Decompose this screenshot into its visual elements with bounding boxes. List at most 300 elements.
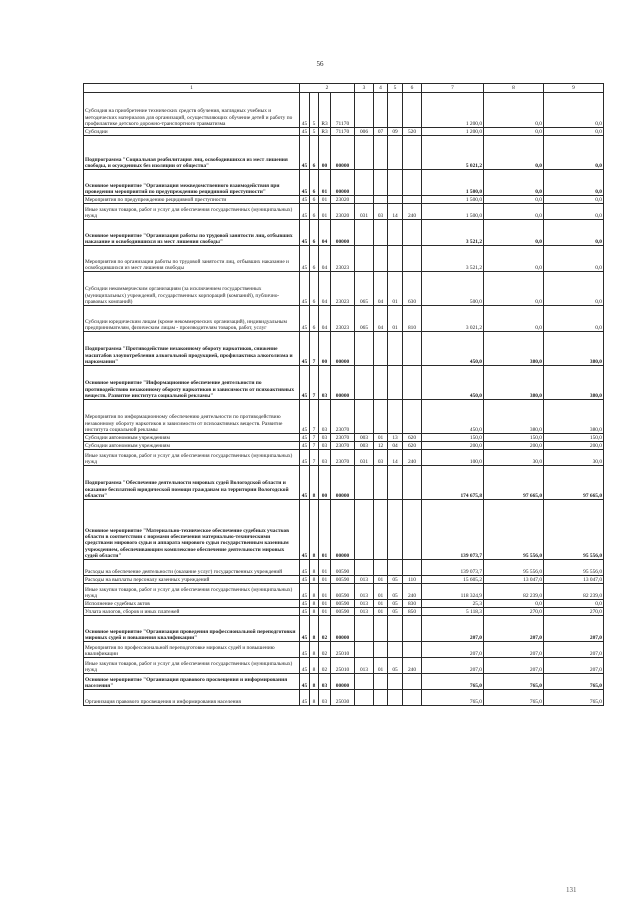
table-row <box>84 642 604 658</box>
code-cell: 04 <box>374 272 388 306</box>
code-cell <box>374 500 388 560</box>
code-cell <box>388 616 403 642</box>
code-cell: 6 <box>310 136 319 170</box>
code-cell: 01 <box>319 576 331 584</box>
value-cell: 5 021,2 <box>422 136 484 170</box>
value-cell: 5 118,3 <box>422 608 484 616</box>
code-cell: 031 <box>355 450 374 466</box>
value-cell: 765,0 <box>544 690 604 706</box>
code-cell: 00000 <box>331 170 355 196</box>
code-cell: 03 <box>319 450 331 466</box>
code-cell <box>403 246 422 272</box>
header-cell: 7 <box>422 84 484 93</box>
code-cell: 05 <box>388 584 403 600</box>
code-cell: 110 <box>403 576 422 584</box>
code-cell <box>355 500 374 560</box>
code-cell <box>403 136 422 170</box>
code-cell <box>388 690 403 706</box>
code-cell <box>374 170 388 196</box>
code-cell: 7 <box>310 332 319 366</box>
footer-number: 131 <box>566 886 577 894</box>
code-cell: 45 <box>300 576 310 584</box>
code-cell: 14 <box>388 204 403 220</box>
code-cell <box>374 400 388 434</box>
code-cell: 01 <box>319 196 331 204</box>
code-cell <box>355 674 374 690</box>
code-cell: 23070 <box>331 442 355 450</box>
code-cell: 45 <box>300 93 310 128</box>
code-cell: 00000 <box>331 616 355 642</box>
value-cell: 3 521,2 <box>422 220 484 246</box>
budget-table <box>83 83 604 706</box>
code-cell: 45 <box>300 450 310 466</box>
code-cell: 240 <box>403 584 422 600</box>
code-cell: 45 <box>300 600 310 608</box>
value-cell: 118 324,9 <box>422 584 484 600</box>
row-name: Основное мероприятие "Информационное обеспечение деятельности по противодействию незаконному обороту наркотиков и зависимости от психоактивных веществ. Развитие института социальной рекламы" <box>84 366 300 400</box>
code-cell <box>388 466 403 500</box>
value-cell: 207,0 <box>544 658 604 674</box>
code-cell: 6 <box>310 170 319 196</box>
code-cell <box>403 366 422 400</box>
code-cell: 45 <box>300 584 310 600</box>
table-row <box>84 674 604 690</box>
value-cell: 0,0 <box>544 306 604 332</box>
code-cell <box>403 560 422 576</box>
code-cell <box>355 560 374 576</box>
row-name: Иные закупки товаров, работ и услуг для обеспечения государственных (муниципальных) нужд <box>84 450 300 466</box>
code-cell: 7 <box>310 366 319 400</box>
table-header-row <box>84 84 604 93</box>
code-cell: 01 <box>319 608 331 616</box>
value-cell: 0,0 <box>544 220 604 246</box>
table-row <box>84 400 604 434</box>
value-cell: 207,0 <box>422 658 484 674</box>
row-name: Мероприятия по профессиональной переподготовке мировых судей и повышению квалификации <box>84 642 300 658</box>
value-cell: 95 556,0 <box>544 500 604 560</box>
code-cell: 03 <box>319 434 331 442</box>
value-cell: 0,0 <box>544 170 604 196</box>
code-cell <box>374 616 388 642</box>
value-cell: 0,0 <box>544 600 604 608</box>
code-cell <box>374 136 388 170</box>
code-cell: 02 <box>319 616 331 642</box>
value-cell: 0,0 <box>484 204 544 220</box>
code-cell: 013 <box>355 576 374 584</box>
code-cell: 620 <box>403 434 422 442</box>
value-cell: 380,0 <box>484 332 544 366</box>
code-cell: 6 <box>310 220 319 246</box>
row-name: Уплата налогов, сборов и иных платежей <box>84 608 300 616</box>
value-cell: 0,0 <box>544 246 604 272</box>
code-cell: 520 <box>403 128 422 136</box>
code-cell: 00000 <box>331 500 355 560</box>
code-cell: 13 <box>388 434 403 442</box>
row-name: Основное мероприятие "Организация правового просвещения и информирования населения" <box>84 674 300 690</box>
table-row <box>84 608 604 616</box>
code-cell: 23023 <box>331 306 355 332</box>
code-cell: 45 <box>300 220 310 246</box>
code-cell: 23020 <box>331 196 355 204</box>
header-cell: 9 <box>544 84 604 93</box>
code-cell: 05 <box>388 600 403 608</box>
code-cell: 8 <box>310 500 319 560</box>
code-cell: 04 <box>319 272 331 306</box>
value-cell: 200,0 <box>484 442 544 450</box>
table-row <box>84 434 604 442</box>
code-cell: 45 <box>300 246 310 272</box>
code-cell <box>374 196 388 204</box>
code-cell <box>355 196 374 204</box>
code-cell: 6 <box>310 204 319 220</box>
code-cell: 620 <box>403 442 422 450</box>
row-name: Иные закупки товаров, работ и услуг для обеспечения государственных (муниципальных) нужд <box>84 204 300 220</box>
code-cell <box>388 220 403 246</box>
code-cell: 00000 <box>331 466 355 500</box>
value-cell: 0,0 <box>484 170 544 196</box>
value-cell: 95 556,0 <box>484 500 544 560</box>
value-cell: 0,0 <box>484 220 544 246</box>
code-cell: 05 <box>388 658 403 674</box>
value-cell: 95 556,0 <box>484 560 544 576</box>
value-cell: 15 605,2 <box>422 576 484 584</box>
code-cell: 01 <box>374 576 388 584</box>
row-name: Основное мероприятие "Организация межведомственного взаимодействия при проведении мероприятий по предупреждению рецидивной преступности" <box>84 170 300 196</box>
code-cell: 01 <box>374 600 388 608</box>
value-cell: 3 521,2 <box>422 246 484 272</box>
value-cell: 25,3 <box>422 600 484 608</box>
code-cell: 45 <box>300 204 310 220</box>
code-cell <box>388 246 403 272</box>
code-cell <box>403 500 422 560</box>
code-cell: 23070 <box>331 434 355 442</box>
code-cell: R3 <box>319 128 331 136</box>
value-cell: 0,0 <box>544 93 604 128</box>
code-cell: 03 <box>374 204 388 220</box>
value-cell: 30,0 <box>484 450 544 466</box>
code-cell: 45 <box>300 616 310 642</box>
value-cell: 200,0 <box>544 442 604 450</box>
code-cell <box>388 500 403 560</box>
code-cell <box>403 616 422 642</box>
code-cell <box>355 220 374 246</box>
value-cell: 30,0 <box>544 450 604 466</box>
code-cell <box>355 170 374 196</box>
code-cell: 45 <box>300 128 310 136</box>
code-cell: 01 <box>374 434 388 442</box>
code-cell: 013 <box>355 600 374 608</box>
code-cell: 45 <box>300 674 310 690</box>
code-cell <box>388 332 403 366</box>
code-cell <box>403 196 422 204</box>
code-cell: 8 <box>310 658 319 674</box>
value-cell: 765,0 <box>422 674 484 690</box>
code-cell: 45 <box>300 442 310 450</box>
row-name: Подпрограмма "Обеспечение деятельности мировых судей Вологодской области и оказание бесплатной юридической помощи гражданам на территории Вологодской области" <box>84 466 300 500</box>
row-name: Организация правового просвещения и информирования населения <box>84 690 300 706</box>
row-name: Субсидии <box>84 128 300 136</box>
row-name: Расходы на выплаты персоналу казенных учреждений <box>84 576 300 584</box>
table-row <box>84 272 604 306</box>
header-cell: 5 <box>388 84 403 93</box>
value-cell: 174 675,8 <box>422 466 484 500</box>
code-cell: 12 <box>374 442 388 450</box>
code-cell: 71170 <box>331 93 355 128</box>
value-cell: 380,0 <box>544 332 604 366</box>
code-cell: 01 <box>374 584 388 600</box>
value-cell: 13 047,0 <box>484 576 544 584</box>
code-cell: 45 <box>300 136 310 170</box>
value-cell: 207,0 <box>544 642 604 658</box>
code-cell: 07 <box>374 128 388 136</box>
code-cell <box>355 616 374 642</box>
code-cell: 6 <box>310 306 319 332</box>
code-cell: 00 <box>319 136 331 170</box>
header-cell: 8 <box>484 84 544 93</box>
code-cell: 09 <box>388 128 403 136</box>
value-cell: 0,0 <box>544 196 604 204</box>
code-cell: 71170 <box>331 128 355 136</box>
value-cell: 207,0 <box>484 658 544 674</box>
value-cell: 1 200,0 <box>422 128 484 136</box>
value-cell: 1 500,0 <box>422 170 484 196</box>
table-row <box>84 466 604 500</box>
value-cell: 0,0 <box>484 306 544 332</box>
code-cell: 850 <box>403 608 422 616</box>
row-name: Мероприятия по предупреждению рецидивной преступности <box>84 196 300 204</box>
code-cell: 006 <box>355 128 374 136</box>
code-cell: 25010 <box>331 658 355 674</box>
code-cell <box>374 220 388 246</box>
table-row <box>84 500 604 560</box>
code-cell: 8 <box>310 600 319 608</box>
code-cell: 8 <box>310 674 319 690</box>
code-cell: 240 <box>403 204 422 220</box>
value-cell: 380,0 <box>484 400 544 434</box>
code-cell: 03 <box>319 366 331 400</box>
code-cell: 00000 <box>331 220 355 246</box>
code-cell: 00 <box>319 332 331 366</box>
value-cell: 765,0 <box>544 674 604 690</box>
value-cell: 0,0 <box>544 128 604 136</box>
code-cell <box>388 93 403 128</box>
code-cell: 01 <box>319 204 331 220</box>
code-cell <box>355 466 374 500</box>
row-name: Основное мероприятие "Организация работы по трудовой занятости лиц, отбывших наказание и освободившихся из мест лишения свободы" <box>84 220 300 246</box>
value-cell: 380,0 <box>544 400 604 434</box>
code-cell: 5 <box>310 128 319 136</box>
code-cell: 02 <box>319 642 331 658</box>
code-cell: 04 <box>374 306 388 332</box>
code-cell <box>355 690 374 706</box>
code-cell: 00000 <box>331 136 355 170</box>
value-cell: 0,0 <box>544 136 604 170</box>
value-cell: 139 073,7 <box>422 560 484 576</box>
code-cell: 065 <box>355 306 374 332</box>
code-cell: 013 <box>355 608 374 616</box>
code-cell: 45 <box>300 366 310 400</box>
code-cell: 01 <box>374 608 388 616</box>
value-cell: 0,0 <box>484 246 544 272</box>
code-cell <box>355 366 374 400</box>
value-cell: 0,0 <box>484 128 544 136</box>
code-cell <box>403 332 422 366</box>
table-row <box>84 690 604 706</box>
code-cell: 7 <box>310 434 319 442</box>
table-row <box>84 136 604 170</box>
header-cell: 4 <box>374 84 388 93</box>
value-cell: 450,0 <box>422 332 484 366</box>
code-cell: 8 <box>310 560 319 576</box>
value-cell: 765,0 <box>484 690 544 706</box>
page-number: 56 <box>316 60 324 68</box>
table-row <box>84 196 604 204</box>
code-cell <box>355 246 374 272</box>
row-name: Субсидия на приобретение технических средств обучения, наглядных учебных и методических материалов для организаций, осуществляющих обучение детей и работу по профилактике детского дорожно-транспортного травматизма <box>84 93 300 128</box>
value-cell: 100,0 <box>422 450 484 466</box>
value-cell: 82 239,0 <box>484 584 544 600</box>
code-cell: 00590 <box>331 560 355 576</box>
header-cell: 3 <box>355 84 374 93</box>
row-name: Субсидии некоммерческим организациям (за исключением государственных (муниципальных) учреждений, государственных корпораций (компаний), публично-правовых компаний) <box>84 272 300 306</box>
code-cell: 00000 <box>331 674 355 690</box>
value-cell: 1 500,0 <box>422 196 484 204</box>
value-cell: 13 047,0 <box>544 576 604 584</box>
table-row <box>84 576 604 584</box>
value-cell: 0,0 <box>484 136 544 170</box>
value-cell: 0,0 <box>544 272 604 306</box>
code-cell: 45 <box>300 306 310 332</box>
code-cell: 8 <box>310 690 319 706</box>
row-name: Иные закупки товаров, работ и услуг для обеспечения государственных (муниципальных) нужд <box>84 584 300 600</box>
code-cell <box>374 93 388 128</box>
code-cell: 23070 <box>331 450 355 466</box>
header-cell: 1 <box>84 84 300 93</box>
code-cell <box>355 400 374 434</box>
row-name: Мероприятия по информационному обеспечению деятельности по противодействию незаконному обороту наркотиков и зависимости от психоактивных веществ. Развитие института социальной рекламы <box>84 400 300 434</box>
code-cell: 00590 <box>331 576 355 584</box>
code-cell: 03 <box>319 442 331 450</box>
code-cell <box>355 93 374 128</box>
value-cell: 207,0 <box>544 616 604 642</box>
code-cell: 01 <box>319 584 331 600</box>
table-row <box>84 658 604 674</box>
code-cell: 45 <box>300 434 310 442</box>
code-cell <box>403 170 422 196</box>
code-cell: 04 <box>319 246 331 272</box>
code-cell: 45 <box>300 400 310 434</box>
value-cell: 150,0 <box>484 434 544 442</box>
table-row <box>84 204 604 220</box>
value-cell: 207,0 <box>422 616 484 642</box>
value-cell: 82 239,0 <box>544 584 604 600</box>
code-cell: 7 <box>310 450 319 466</box>
table-row <box>84 600 604 608</box>
value-cell: 97 665,0 <box>544 466 604 500</box>
code-cell <box>403 93 422 128</box>
code-cell: 7 <box>310 442 319 450</box>
code-cell: 45 <box>300 642 310 658</box>
code-cell: 05 <box>388 576 403 584</box>
row-name: Подпрограмма "Противодействие незаконному обороту наркотиков, снижение масштабов злоупотребления алкогольной продукцией, профилактика алкоголизма и наркомании" <box>84 332 300 366</box>
value-cell: 0,0 <box>484 196 544 204</box>
code-cell: 03 <box>319 400 331 434</box>
row-name: Субсидии юридическим лицам (кроме некоммерческих организаций), индивидуальным предпринимателям, физическим лицам - производителям товаров, работ, услуг <box>84 306 300 332</box>
code-cell: 04 <box>319 306 331 332</box>
code-cell: 02 <box>319 658 331 674</box>
table-row <box>84 170 604 196</box>
code-cell <box>388 366 403 400</box>
code-cell <box>388 136 403 170</box>
code-cell: 013 <box>355 658 374 674</box>
table-row <box>84 584 604 600</box>
code-cell <box>388 170 403 196</box>
code-cell: 031 <box>355 204 374 220</box>
code-cell: 45 <box>300 608 310 616</box>
row-name: Расходы на обеспечение деятельности (оказание услуг) государственных учреждений <box>84 560 300 576</box>
code-cell <box>355 332 374 366</box>
table-row <box>84 560 604 576</box>
code-cell: 45 <box>300 658 310 674</box>
code-cell: 003 <box>355 442 374 450</box>
code-cell: 45 <box>300 560 310 576</box>
row-name: Иные закупки товаров, работ и услуг для обеспечения государственных (муниципальных) нужд <box>84 658 300 674</box>
value-cell: 0,0 <box>544 204 604 220</box>
code-cell: 23023 <box>331 272 355 306</box>
code-cell: 14 <box>388 450 403 466</box>
value-cell: 150,0 <box>544 434 604 442</box>
code-cell: 25010 <box>331 642 355 658</box>
code-cell: 45 <box>300 466 310 500</box>
code-cell: 01 <box>319 560 331 576</box>
code-cell <box>374 674 388 690</box>
code-cell <box>355 136 374 170</box>
code-cell <box>374 332 388 366</box>
value-cell: 207,0 <box>422 642 484 658</box>
code-cell <box>374 642 388 658</box>
table-row <box>84 442 604 450</box>
table-row <box>84 246 604 272</box>
value-cell: 97 665,0 <box>484 466 544 500</box>
value-cell: 1 200,0 <box>422 93 484 128</box>
table-body <box>84 93 604 706</box>
code-cell: 01 <box>374 658 388 674</box>
code-cell: 8 <box>310 608 319 616</box>
value-cell: 450,0 <box>422 400 484 434</box>
code-cell <box>388 400 403 434</box>
code-cell: 45 <box>300 272 310 306</box>
code-cell: 240 <box>403 658 422 674</box>
code-cell: 45 <box>300 170 310 196</box>
code-cell: 45 <box>300 690 310 706</box>
value-cell: 3 021,2 <box>422 306 484 332</box>
code-cell: 01 <box>388 272 403 306</box>
code-cell: 6 <box>310 196 319 204</box>
code-cell: 8 <box>310 466 319 500</box>
code-cell: 065 <box>355 272 374 306</box>
code-cell: 7 <box>310 400 319 434</box>
code-cell <box>403 642 422 658</box>
value-cell: 150,0 <box>422 434 484 442</box>
table-row <box>84 306 604 332</box>
code-cell: 01 <box>388 306 403 332</box>
value-cell: 0,0 <box>484 600 544 608</box>
value-cell: 270,0 <box>484 608 544 616</box>
code-cell: 8 <box>310 576 319 584</box>
code-cell: 00 <box>319 466 331 500</box>
code-cell: 013 <box>355 584 374 600</box>
code-cell <box>403 674 422 690</box>
